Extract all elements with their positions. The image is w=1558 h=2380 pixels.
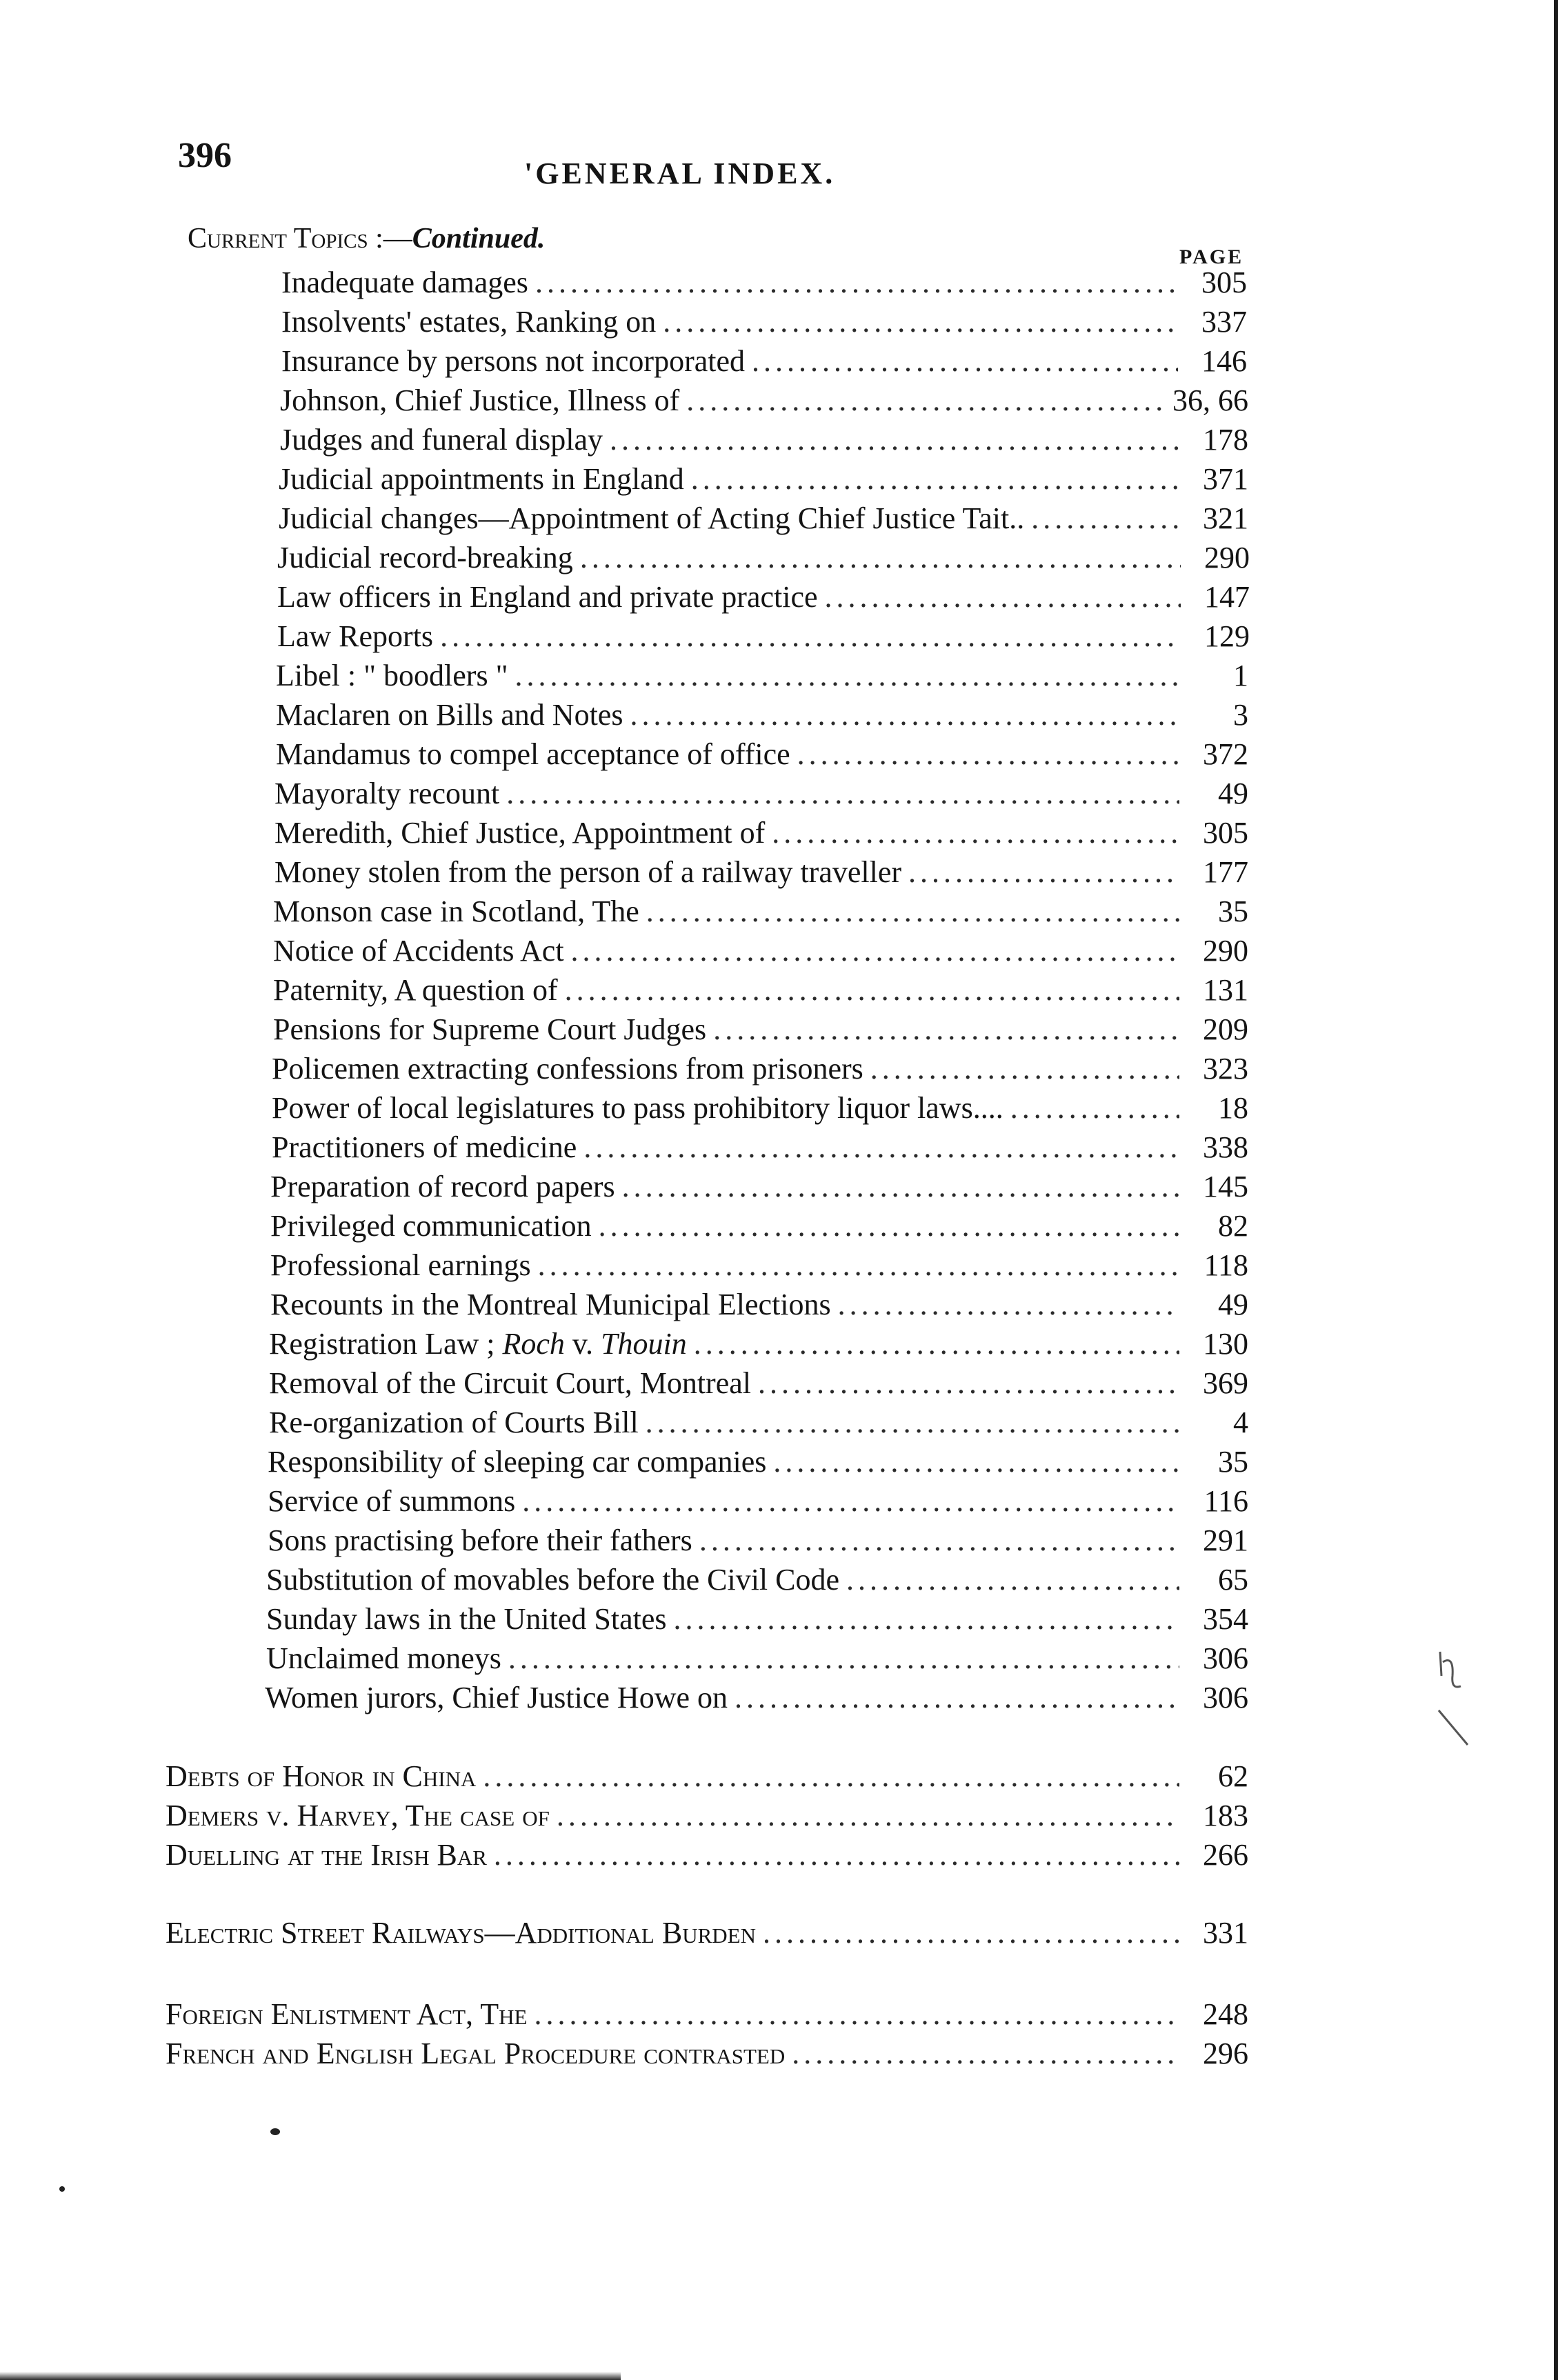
- index-entry: [272, 1128, 1248, 1167]
- index-entry: [268, 1443, 1248, 1481]
- dot-leader: [580, 539, 1181, 577]
- entry-page: 331: [1203, 1916, 1248, 1950]
- entry-page: 118: [1204, 1248, 1248, 1282]
- entry-page: 306: [1203, 1641, 1248, 1675]
- dot-leader: [538, 1246, 1179, 1285]
- index-entry: [166, 1797, 1248, 1835]
- dot-leader: [691, 460, 1179, 499]
- entry-page: 183: [1203, 1799, 1248, 1832]
- entry-label: Practitioners of medicine: [272, 1130, 577, 1164]
- entry-page: 305: [1201, 266, 1247, 299]
- entry-label: Recounts in the Montreal Municipal Elections: [270, 1288, 831, 1321]
- index-entry: [268, 1482, 1248, 1521]
- dot-leader: [870, 1050, 1179, 1088]
- dot-leader: [663, 303, 1178, 341]
- index-entry: [266, 1600, 1248, 1639]
- index-entry: [269, 1403, 1248, 1442]
- entry-label-prefix: Registration Law ;: [269, 1327, 503, 1361]
- entry-label: Power of local legislatures to pass prohibitory liquor laws....: [272, 1091, 1003, 1125]
- index-entry: [281, 342, 1247, 381]
- entry-page: 296: [1203, 2037, 1248, 2070]
- index-entry: [266, 1639, 1248, 1678]
- index-entry: [273, 1010, 1248, 1049]
- index-entry: [166, 1757, 1248, 1796]
- dot-leader: [646, 1403, 1179, 1442]
- dot-leader: [506, 774, 1179, 813]
- index-entry: [277, 539, 1250, 577]
- entry-page: 49: [1218, 1288, 1248, 1321]
- dot-leader: [646, 892, 1179, 931]
- entry-page: 354: [1203, 1602, 1248, 1636]
- dot-leader: [752, 342, 1178, 381]
- section-heading: [188, 222, 545, 255]
- entry-label: Policemen extracting confessions from prisoners: [272, 1052, 863, 1086]
- entry-page: 290: [1203, 934, 1248, 968]
- dot-leader: [440, 617, 1181, 656]
- entry-label: Judicial changes—Appointment of Acting Chief Justice Tait..: [279, 501, 1025, 535]
- index-entry: [274, 853, 1248, 892]
- entry-label: Meredith, Chief Justice, Appointment of: [274, 816, 766, 850]
- dot-leader: [773, 1443, 1179, 1481]
- index-entry: [280, 421, 1248, 459]
- entry-page: 209: [1203, 1012, 1248, 1046]
- dot-leader: [565, 971, 1179, 1010]
- entry-page: 131: [1203, 973, 1248, 1007]
- dot-leader: [557, 1797, 1179, 1835]
- entry-page: 372: [1203, 737, 1248, 771]
- dot-leader: [908, 853, 1179, 892]
- entry-label: Debts of Honor in China: [166, 1759, 477, 1793]
- index-entry: [274, 774, 1248, 813]
- entry-label: Privileged communication: [270, 1209, 592, 1243]
- entry-label: Re-organization of Courts Bill: [269, 1406, 639, 1439]
- index-entry: [270, 1168, 1248, 1206]
- page-bottom-shadow: [0, 2372, 621, 2380]
- entry-label: Mayoralty recount: [274, 777, 500, 810]
- index-entry: [276, 735, 1248, 774]
- entry-label: Inadequate damages: [281, 266, 528, 299]
- entry-label: Judicial record-breaking: [277, 541, 573, 574]
- entry-page: 129: [1204, 619, 1250, 653]
- entry-page: 290: [1204, 541, 1250, 574]
- entry-page: 371: [1203, 462, 1248, 496]
- index-entry: [273, 932, 1248, 970]
- page-number: 396: [178, 136, 232, 175]
- index-entry: [277, 578, 1250, 617]
- entry-page: 116: [1204, 1484, 1248, 1518]
- dot-leader: [494, 1836, 1179, 1874]
- entry-label: Electric Street Railways—Additional Burden: [166, 1916, 756, 1950]
- dot-leader: [599, 1207, 1179, 1246]
- entry-page: 35: [1218, 1445, 1248, 1479]
- entry-label: Removal of the Circuit Court, Montreal: [269, 1366, 751, 1400]
- entry-label: Sunday laws in the United States: [266, 1602, 667, 1636]
- entry-label: Women jurors, Chief Justice Howe on: [265, 1681, 728, 1714]
- entry-label: Preparation of record papers: [270, 1170, 615, 1203]
- entry-label: Professional earnings: [270, 1248, 531, 1282]
- entry-label: Substitution of movables before the Civil Code: [266, 1563, 840, 1597]
- entry-page: 177: [1203, 855, 1248, 889]
- index-entry: [265, 1679, 1248, 1717]
- ink-speck: [270, 2128, 280, 2135]
- entry-label: Foreign Enlistment Act, The: [166, 1997, 528, 2031]
- dot-leader: [846, 1561, 1179, 1599]
- index-entry: [281, 303, 1247, 341]
- entry-label: Sons practising before their fathers: [268, 1523, 692, 1557]
- ink-speck: [59, 2186, 65, 2192]
- entry-page: 65: [1218, 1563, 1248, 1597]
- entry-label: Johnson, Chief Justice, Illness of: [280, 383, 680, 417]
- entry-page: 49: [1218, 777, 1248, 810]
- index-entry: [272, 1050, 1248, 1088]
- entry-label: Duelling at the Irish Bar: [166, 1838, 487, 1872]
- entry-page: 178: [1203, 423, 1248, 457]
- index-entry: [266, 1561, 1248, 1599]
- dot-leader: [515, 657, 1179, 695]
- section-heading-continued: Continued.: [412, 223, 546, 254]
- index-entry: [274, 814, 1248, 852]
- entry-page: 3: [1233, 698, 1248, 732]
- dot-leader: [630, 696, 1179, 734]
- entry-page: 18: [1218, 1091, 1248, 1125]
- index-entry: [270, 1246, 1248, 1285]
- entry-label: Judicial appointments in England: [279, 462, 684, 496]
- entry-label: Insurance by persons not incorporated: [281, 344, 746, 378]
- entry-page: 291: [1203, 1523, 1248, 1557]
- index-entry: [273, 971, 1248, 1010]
- dot-leader: [699, 1521, 1179, 1560]
- section-heading-title: Current Topics :—: [188, 223, 412, 254]
- dot-leader: [483, 1757, 1179, 1796]
- index-entry: [270, 1286, 1248, 1324]
- entry-label: Paternity, A question of: [273, 973, 558, 1007]
- entry-page: 130: [1203, 1327, 1248, 1361]
- index-entry: [277, 617, 1250, 656]
- entry-page: 145: [1203, 1170, 1248, 1203]
- dot-leader: [622, 1168, 1179, 1206]
- entry-label: Libel : " boodlers ": [276, 659, 508, 692]
- entry-label: Mandamus to compel acceptance of office: [276, 737, 790, 771]
- index-entry: [276, 657, 1248, 695]
- index-entry: [279, 460, 1248, 499]
- entry-page: 1: [1233, 659, 1248, 692]
- dot-leader: [772, 814, 1179, 852]
- entry-label-party-2: Thouin: [601, 1327, 687, 1361]
- index-entry: [281, 263, 1247, 302]
- entry-page: 306: [1203, 1681, 1248, 1714]
- entry-page: 147: [1204, 580, 1250, 614]
- entry-label: Unclaimed moneys: [266, 1641, 501, 1675]
- entry-page: 338: [1203, 1130, 1248, 1164]
- index-entry: [166, 1995, 1248, 2034]
- entry-label: French and English Legal Procedure contrasted: [166, 2037, 786, 2070]
- index-entry: [166, 1836, 1248, 1874]
- entry-label: [269, 1325, 687, 1363]
- dot-leader: [610, 421, 1179, 459]
- index-entry: [270, 1207, 1248, 1246]
- dot-leader: [792, 2034, 1179, 2073]
- entry-page: 82: [1218, 1209, 1248, 1243]
- entry-label: Monson case in Scotland, The: [273, 894, 639, 928]
- dot-leader: [758, 1364, 1179, 1403]
- dot-leader: [535, 263, 1178, 302]
- dot-leader: [534, 1995, 1179, 2034]
- index-entry: [269, 1325, 1248, 1363]
- entry-label: Notice of Accidents Act: [273, 934, 564, 968]
- entry-page: 62: [1218, 1759, 1248, 1793]
- dot-leader: [571, 932, 1179, 970]
- entry-label: Law officers in England and private practice: [277, 580, 818, 614]
- index-entry: [269, 1364, 1248, 1403]
- dot-leader: [686, 381, 1166, 420]
- entry-page: 337: [1201, 305, 1247, 339]
- entry-label: Law Reports: [277, 619, 434, 653]
- entry-label: Service of summons: [268, 1484, 516, 1518]
- entry-page: 305: [1203, 816, 1248, 850]
- index-entry: [273, 892, 1248, 931]
- entry-page: 321: [1203, 501, 1248, 535]
- page-edge-shadow: [1554, 0, 1558, 2380]
- entry-page: 4: [1233, 1406, 1248, 1439]
- dot-leader: [825, 578, 1181, 617]
- entry-page: 266: [1203, 1838, 1248, 1872]
- dot-leader: [508, 1639, 1179, 1678]
- pencil-mark-icon: [1433, 1648, 1475, 1752]
- dot-leader: [735, 1679, 1179, 1717]
- dot-leader: [1031, 499, 1179, 538]
- entry-label: Maclaren on Bills and Notes: [276, 698, 623, 732]
- entry-page: 36, 66: [1172, 383, 1248, 417]
- index-entry: [280, 381, 1248, 420]
- index-entry: [276, 696, 1248, 734]
- entry-label: Money stolen from the person of a railway traveller: [274, 855, 902, 889]
- dot-leader: [583, 1128, 1179, 1167]
- entry-label-party-1: Roch: [502, 1327, 565, 1361]
- dot-leader: [694, 1325, 1179, 1363]
- running-head: 'GENERAL INDEX.: [524, 157, 836, 190]
- dot-leader: [797, 735, 1179, 774]
- index-entry: [279, 499, 1248, 538]
- dot-leader: [1010, 1089, 1179, 1128]
- entry-page: 369: [1203, 1366, 1248, 1400]
- index-entry: [272, 1089, 1248, 1128]
- dot-leader: [522, 1482, 1179, 1521]
- entry-page: 323: [1203, 1052, 1248, 1086]
- dot-leader: [713, 1010, 1179, 1049]
- entry-page: 248: [1203, 1997, 1248, 2031]
- dot-leader: [674, 1600, 1180, 1639]
- entry-label-versus: v.: [564, 1327, 601, 1361]
- entry-label: Insolvents' estates, Ranking on: [281, 305, 657, 339]
- entry-label: Demers v. Harvey, The case of: [166, 1799, 550, 1832]
- entry-label: Responsibility of sleeping car companies: [268, 1445, 767, 1479]
- index-entry: [166, 2034, 1248, 2073]
- page-column-label: PAGE: [1179, 246, 1244, 268]
- index-entry: [166, 1914, 1248, 1952]
- entry-page: 35: [1218, 894, 1248, 928]
- dot-leader: [763, 1914, 1179, 1952]
- entry-page: 146: [1201, 344, 1247, 378]
- dot-leader: [838, 1286, 1179, 1324]
- index-entry: [268, 1521, 1248, 1560]
- entry-label: Pensions for Supreme Court Judges: [273, 1012, 707, 1046]
- entry-label: Judges and funeral display: [280, 423, 603, 457]
